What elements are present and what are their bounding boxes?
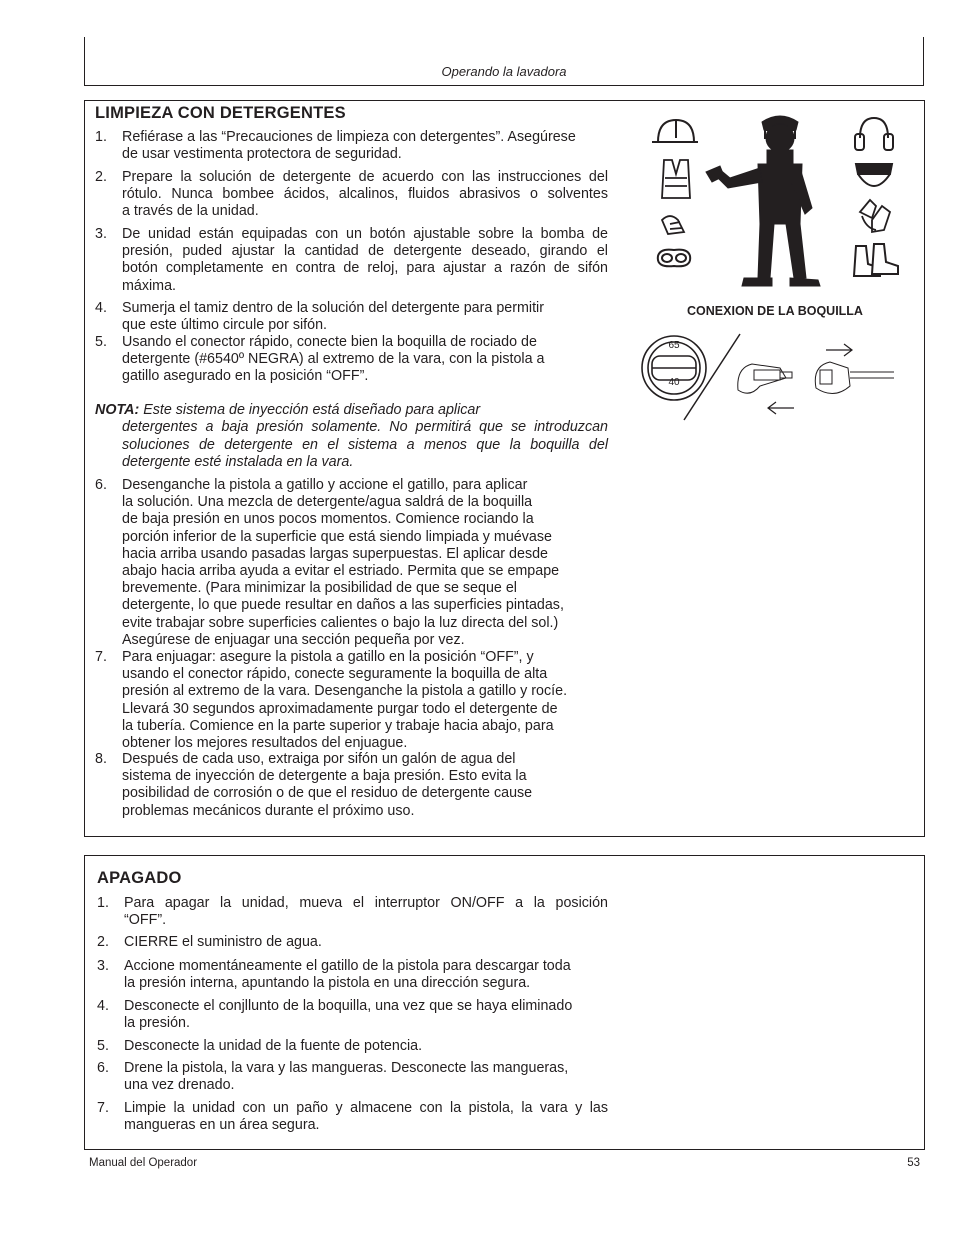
worker-figure-icon — [706, 116, 820, 286]
list-item-line: abajo hacia arriba ayuda a evitar el estriado. Permita que se empape — [122, 563, 560, 580]
list-item-text — [122, 300, 608, 334]
list-item-line: Desconecte el conjllunto de la boquilla, una vez que se haya eliminado — [124, 998, 573, 1014]
list-item-text — [122, 129, 608, 163]
list-item-number: 7. — [97, 1100, 109, 1116]
section-title-shutdown: APAGADO — [97, 869, 182, 887]
list-item-text — [122, 226, 608, 295]
list-item-line: a través de la unidad. — [122, 203, 259, 220]
list-item-line: presión, puded ajustar la cantidad de detergente deseado, girando el — [122, 243, 608, 260]
list-item-text — [122, 169, 608, 221]
list-item-line: Usando el conector rápido, conecte bien la boquilla de rociado de — [122, 334, 537, 350]
header-rule-bottom — [84, 85, 924, 86]
list-item-line: De unidad están equipadas con un botón ajustable sobre la bomba de — [122, 226, 608, 242]
list-item-line: Drene la pistola, la vara y las mangueras. Desconecte las mangueras, — [124, 1060, 569, 1076]
arrow-left-icon — [768, 402, 794, 414]
nozzle-connection-illustration — [640, 328, 910, 428]
list-item-line: Limpie la unidad con un paño y almacene con la pistola, la vara y las — [124, 1100, 608, 1116]
note-first-line: Este sistema de inyección está diseñado para aplicar — [143, 402, 481, 418]
note-block — [95, 402, 608, 471]
nozzle-label-65: 65 — [668, 340, 680, 351]
list-item-number: 3. — [97, 958, 109, 974]
list-item-line: “OFF”. — [124, 912, 167, 929]
list-item-line: de baja presión en unos pocos momentos. Comience rociando la — [122, 511, 534, 528]
list-item-number: 1. — [95, 129, 107, 145]
list-item-number: 2. — [95, 169, 107, 185]
arrow-right-icon — [826, 344, 852, 356]
list-item-text — [124, 1100, 608, 1134]
nozzle-dial-icon — [642, 336, 706, 400]
ear-muffs-icon — [855, 118, 893, 150]
list-item-line: mangueras en un área segura. — [124, 1117, 320, 1134]
list-item-line: Sumerja el tamiz dentro de la solución del detergente para permitir — [122, 300, 544, 316]
list-item-line: Prepare la solución de detergente de acuerdo con las instrucciones del — [122, 169, 608, 185]
safety-gear-illustration — [640, 108, 910, 288]
list-item-line: Desconecte la unidad de la fuente de potencia. — [124, 1038, 423, 1054]
gloves-icon — [860, 200, 890, 232]
list-item-text — [124, 998, 608, 1032]
list-item-line: obtener los mejores resultados del enjuague. — [122, 735, 408, 752]
face-shield-icon — [856, 164, 892, 186]
list-item-text — [122, 334, 608, 386]
list-item-line: hacia arriba usando pasadas largas superpuestas. El aplicar desde — [122, 545, 548, 562]
list-item-line: problemas mecánicos durante el próximo uso. — [122, 802, 415, 819]
list-item-line: CIERRE el suministro de agua. — [124, 934, 322, 950]
list-item-line: sistema de inyección de detergente a baja presión. Esto evita la — [122, 768, 527, 785]
list-item-line: Llevará 30 segundos aproximadamente purgar todo el detergente de — [122, 700, 558, 717]
list-item-line: de usar vestimenta protectora de seguridad. — [122, 146, 402, 163]
list-item-line: Refiérase a las “Precauciones de limpieza con detergentes”. Asegúrese — [122, 129, 576, 145]
list-item-line: Para enjuagar: asegure la pistola a gatillo en la posición “OFF”, y — [122, 649, 534, 665]
list-item-line: Asegúrese de enjuagar una sección pequeña por vez. — [122, 631, 465, 648]
list-item-text — [124, 958, 608, 992]
hand-insert-nozzle-icon — [738, 364, 792, 393]
running-title: Operando la lavadora — [441, 64, 567, 79]
list-item-line: Para apagar la unidad, mueva el interruptor ON/OFF a la posición — [124, 895, 608, 911]
list-item-line: la tubería. Comience en la parte superior y trabaje hacia abajo, para — [122, 717, 554, 734]
list-item-line: posibilidad de corrosión o de que el residuo de detergente cause — [122, 785, 533, 802]
list-item-number: 5. — [97, 1038, 109, 1054]
list-item-line: evite trabajar sobre superficies calientes o bajo la luz directa del sol.) — [122, 614, 559, 631]
list-item-line: Desenganche la pistola a gatillo y accione el gatillo, para aplicar — [122, 477, 528, 493]
list-item-line: Después de cada uso, extraiga por sifón un galón de agua del — [122, 751, 516, 767]
list-item-line: rótulo. Nunca bombee ácidos, alcalinos, fluidos abrasivos o solventes — [122, 186, 608, 203]
boots-icon — [854, 244, 898, 276]
list-item-line: botón completamente en contra de reloj, para ajustar a razón de sifón — [122, 260, 608, 277]
list-item-text — [124, 1060, 608, 1094]
list-item-number: 4. — [95, 300, 107, 316]
list-item-number: 8. — [95, 751, 107, 767]
list-item-text — [122, 477, 608, 649]
list-item-line: máxima. — [122, 277, 177, 294]
list-item-text — [122, 649, 608, 752]
list-item-number: 6. — [95, 477, 107, 493]
list-item-number: 2. — [97, 934, 109, 950]
list-item-number: 3. — [95, 226, 107, 242]
list-item-line: la presión. — [124, 1015, 190, 1032]
figure-caption: CONEXION DE LA BOQUILLA — [687, 304, 863, 318]
list-item-number: 1. — [97, 895, 109, 911]
list-item-text — [122, 751, 608, 820]
list-item-line: brevemente. (Para minimizar la posibilidad de que se seque el — [122, 580, 517, 597]
list-item-line: una vez drenado. — [124, 1077, 235, 1094]
list-item-line: usando el conector rápido, conecte seguramente la boquilla de alta — [122, 666, 548, 683]
list-item-line: que este último circule por sifón. — [122, 317, 328, 334]
list-item-text — [124, 895, 608, 929]
divider-diagonal — [684, 334, 740, 420]
list-item-line: presión al extremo de la vara. Desenganche la pistola a gatillo y rocíe. — [122, 683, 568, 700]
note-label: NOTA: — [95, 402, 140, 418]
list-item-line: detergente, lo que puede resultar en daños a las superficies pintadas, — [122, 597, 564, 614]
list-item-line: Accione momentáneamente el gatillo de la pistola para descargar toda — [124, 958, 571, 974]
hand-pull-coupler-icon — [815, 362, 894, 394]
list-item-line: la solución. Una mezcla de detergente/agua saldrá de la boquilla — [122, 494, 533, 511]
list-item-line: detergente (#6540º NEGRA) al extremo de la vara, con la pistola a — [122, 351, 545, 368]
list-item-text — [124, 1038, 608, 1055]
list-item-line: porción inferior de la superficie que está siendo limpiada y muévase — [122, 528, 552, 545]
page-number: 53 — [907, 1157, 920, 1169]
footer-manual-title: Manual del Operador — [89, 1157, 198, 1169]
list-item-text — [124, 934, 608, 951]
list-item-number: 4. — [97, 998, 109, 1014]
list-item-line: gatillo asegurado en la posición “OFF”. — [122, 368, 369, 385]
section-title-detergent: LIMPIEZA CON DETERGENTES — [95, 104, 346, 122]
nozzle-label-40: 40 — [668, 377, 680, 388]
safety-vest-icon — [662, 160, 690, 198]
hard-hat-icon — [652, 120, 698, 142]
list-item-number: 6. — [97, 1060, 109, 1076]
earplugs-icon — [662, 216, 684, 234]
list-item-line: la presión interna, apuntando la pistola en una dirección segura. — [124, 975, 531, 992]
note-text: detergentes a baja presión solamente. No permitirá que se introduzcan soluciones de detergente en el sistema a menos que la boquilla del detergente esté instalada en la vara. — [122, 419, 608, 470]
goggles-icon — [658, 250, 690, 267]
list-item-number: 7. — [95, 649, 107, 665]
list-item-number: 5. — [95, 334, 107, 350]
